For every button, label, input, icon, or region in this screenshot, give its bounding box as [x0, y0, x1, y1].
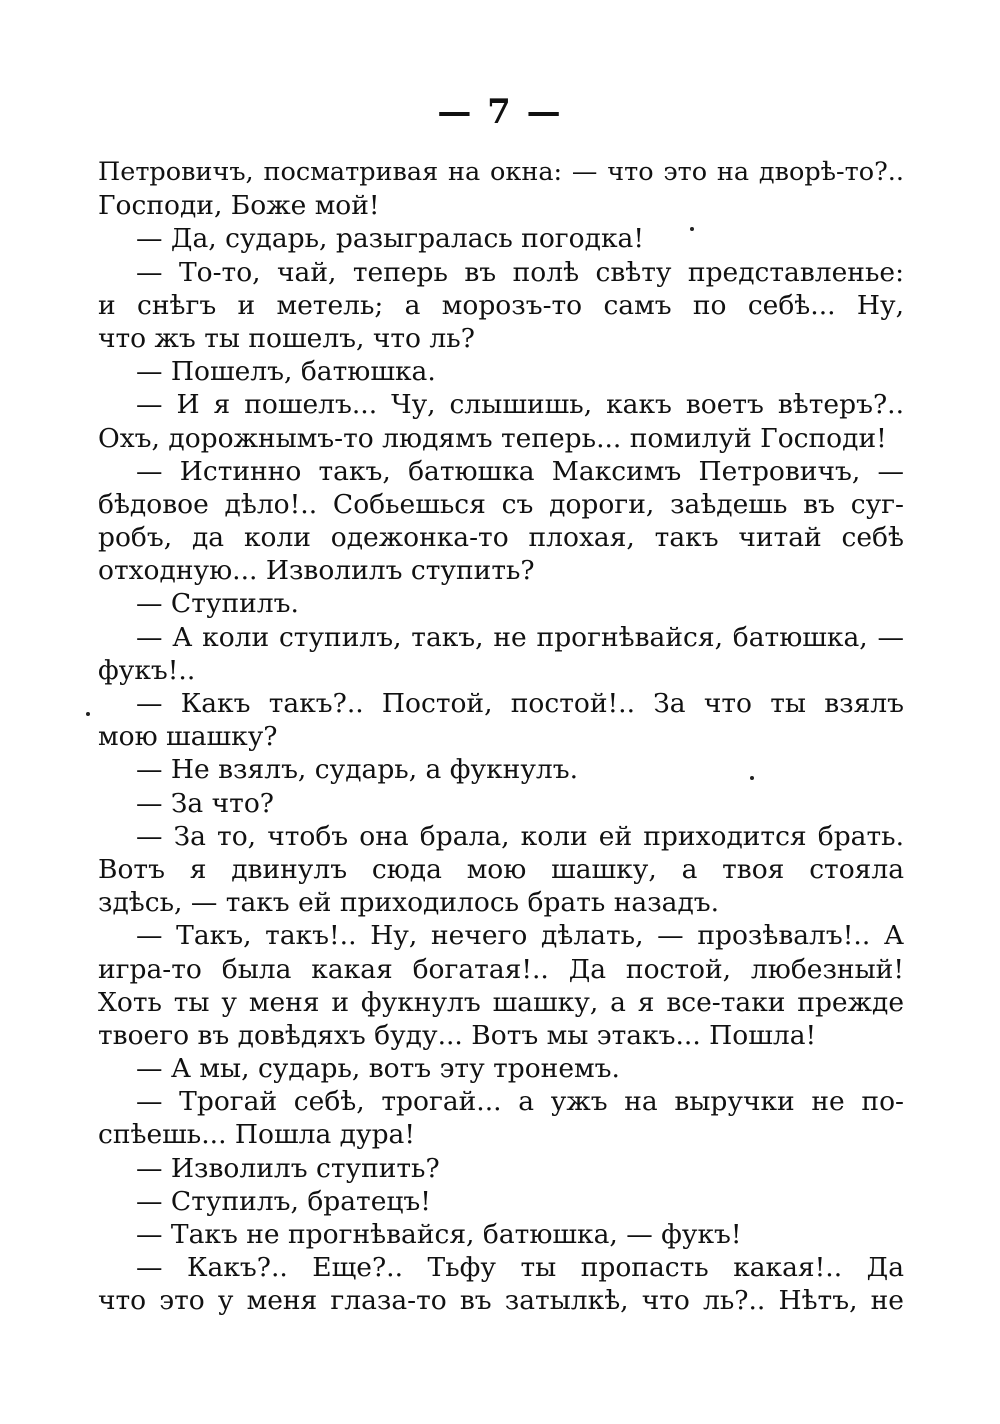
text-line: робъ, да коли одежонка-то плохая, такъ читай себѣ [98, 522, 904, 554]
text-line: мою шашку? [98, 721, 278, 753]
text-line: — Какъ?.. Еще?.. Тьфу ты пропасть какая!.. Да [136, 1252, 904, 1284]
text-line: — Истинно такъ, батюшка Максимъ Петровичъ, — [136, 455, 904, 487]
print-speck [690, 227, 694, 231]
text-line: — Такъ не прогнѣвайся, батюшка, — фукъ! [136, 1219, 742, 1250]
text-line: — Ступилъ, братецъ! [136, 1185, 431, 1217]
text-line: Господи, Боже мой! [98, 190, 380, 222]
text-line: фукъ!.. [98, 654, 196, 686]
text-line: твоего въ довѣдяхъ буду... Вотъ мы этакъ... Пошла! [98, 1019, 817, 1051]
text-line: отходную... Изволилъ ступить? [98, 555, 535, 587]
text-line: — Изволилъ ступить? [136, 1152, 440, 1184]
print-speck [750, 776, 754, 780]
text-line: и снѣгъ и метель; а морозъ-то самъ по себѣ... Ну, [98, 289, 904, 321]
text-line: Охъ, дорожнымъ-то людямъ теперь... помилуй Господи! [98, 422, 887, 454]
text-line: игра-то была какая богатая!.. Да постой, любезный! [98, 953, 904, 985]
text-line: — Какъ такъ?.. Постой, постой!.. За что ты взялъ [136, 688, 904, 719]
text-line: бѣдовое дѣло!.. Собьешься съ дороги, заѣдешь въ суг- [98, 488, 904, 520]
text-line: Вотъ я двинулъ сюда мою шашку, а твоя стояла [98, 853, 904, 885]
page-text [98, 156, 904, 1318]
text-line: — Трогай себѣ, трогай... а ужъ на выручки не по- [136, 1086, 904, 1118]
text-line: — То-то, чай, теперь въ полѣ свѣту представленье: [136, 256, 904, 288]
text-line: — Да, сударь, разыгралась погодка! [136, 223, 644, 255]
text-line: — А мы, сударь, вотъ эту тронемъ. [136, 1053, 620, 1085]
text-line: здѣсь, — такъ ей приходилось брать назадъ. [98, 887, 720, 919]
text-line: — За что? [136, 787, 274, 819]
text-line: — Ступилъ. [136, 588, 299, 620]
print-speck [86, 712, 90, 716]
text-line: — Пошелъ, батюшка. [136, 356, 436, 388]
text-line: что это у меня глаза-то въ затылкѣ, что ль?.. Нѣтъ, не [98, 1285, 904, 1317]
text-line: — И я пошелъ... Чу, слышишь, какъ воетъ вѣтеръ?.. [136, 389, 904, 421]
text-line: — Не взялъ, сударь, а фукнулъ. [136, 754, 579, 786]
text-line: — За то, чтобъ она брала, коли ей приходится брать. [136, 820, 904, 852]
text-line: что жъ ты пошелъ, что ль? [98, 322, 475, 354]
text-line: — А коли ступилъ, такъ, не прогнѣвайся, батюшка, — [136, 621, 904, 653]
page-number: — 7 — [437, 92, 563, 132]
text-line: Хоть ты у меня и фукнулъ шашку, а я все-таки прежде [98, 986, 904, 1018]
text-line: — Такъ, такъ!.. Ну, нечего дѣлать, — прозѣвалъ!.. А [136, 920, 904, 952]
text-line: Петровичъ, посматривая на окна: — что это на дворѣ-то?.. [98, 157, 904, 187]
text-line: спѣешь... Пошла дура! [98, 1119, 416, 1151]
